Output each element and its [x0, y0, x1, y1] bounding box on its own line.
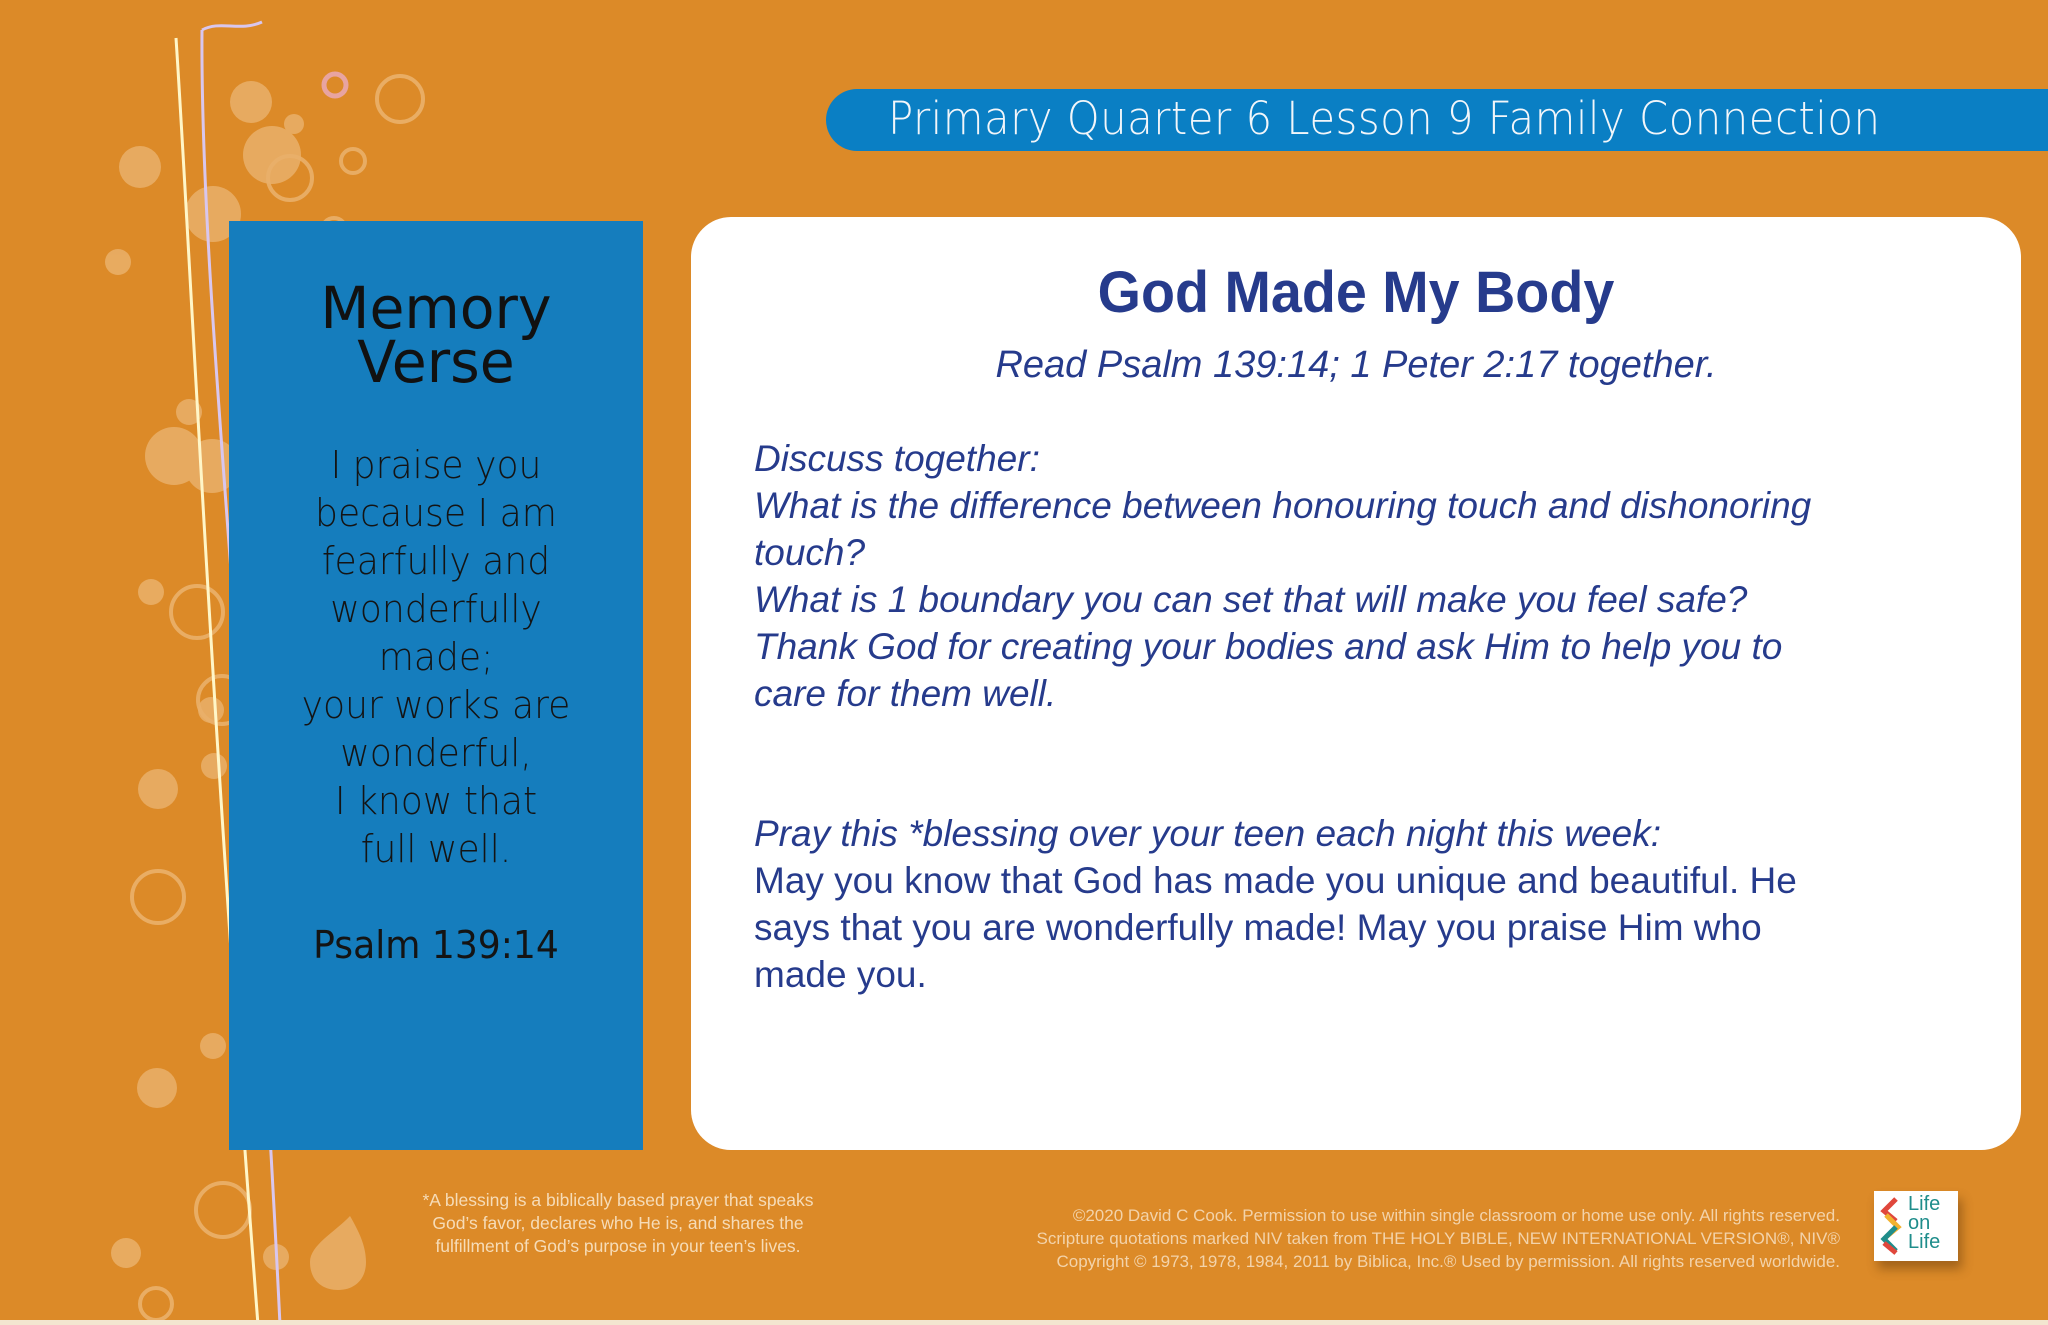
lesson-card: [691, 217, 2021, 1150]
discussion-line: Thank God for creating your bodies and ask Him to help you to: [754, 626, 1783, 667]
logo-wordmark: [1908, 1195, 1954, 1252]
memory-verse-heading: [233, 274, 639, 396]
lesson-reading-instruction: Read Psalm 139:14; 1 Peter 2:17 together.: [995, 344, 1717, 386]
verse-line: fearfully and: [321, 539, 551, 583]
memory-verse-reference: Psalm 139:14: [313, 923, 559, 967]
verse-line: I know that: [334, 779, 538, 823]
copyright-line: ©2020 David C Cook. Permission to use within single classroom or home use only. All rights reserved.: [1072, 1206, 1840, 1225]
copyright-line: Scripture quotations marked NIV taken from THE HOLY BIBLE, NEW INTERNATIONAL VERSION®, NIV®: [1036, 1229, 1840, 1248]
header-banner: [826, 89, 2048, 151]
discussion-line: care for them well.: [754, 673, 1057, 714]
footnote-line: fulfillment of God’s purpose in your teen’s lives.: [435, 1236, 801, 1256]
verse-line: I praise you: [330, 443, 542, 487]
lesson-title: God Made My Body: [1097, 260, 1615, 325]
logo-word: on: [1908, 1212, 1931, 1234]
memory-verse-heading-line: Memory: [320, 274, 552, 342]
blessing-line: says that you are wonderfully made! May you praise Him who: [754, 907, 1762, 948]
blessing-heading: Pray this *blessing over your teen each night this week:: [754, 813, 1661, 854]
discussion-section: [754, 435, 1974, 717]
verse-line: full well.: [360, 827, 512, 871]
memory-verse-heading-line: Verse: [357, 328, 515, 396]
blessing-footnote: [398, 1189, 838, 1258]
verse-line: made;: [378, 635, 494, 679]
discussion-line: What is the difference between honouring touch and dishonoring: [754, 485, 1812, 526]
blessing-line: May you know that God has made you unique and beautiful. He: [754, 860, 1797, 901]
memory-verse-text: [239, 441, 632, 873]
footnote-line: God’s favor, declares who He is, and shares the: [432, 1213, 804, 1233]
footnote-line: *A blessing is a biblically based prayer that speaks: [422, 1190, 814, 1210]
life-on-life-logo: [1874, 1191, 1958, 1261]
discussion-heading: Discuss together:: [754, 438, 1040, 479]
verse-line: wonderful,: [340, 731, 532, 775]
verse-line: because I am: [315, 491, 557, 535]
logo-word: Life: [1908, 1193, 1941, 1215]
discussion-line: touch?: [754, 532, 866, 573]
memory-verse-panel: [229, 221, 643, 1150]
blessing-line: made you.: [754, 954, 927, 995]
braid-icon: [1880, 1197, 1902, 1255]
copyright-notice: [880, 1204, 1840, 1273]
bottom-edge: [0, 1320, 2048, 1325]
logo-word: Life: [1908, 1231, 1941, 1253]
discussion-line: What is 1 boundary you can set that will make you feel safe?: [754, 579, 1748, 620]
verse-line: wonderfully: [330, 587, 542, 631]
lesson-header-title: Primary Quarter 6 Lesson 9 Family Connection: [888, 92, 1881, 145]
copyright-line: Copyright © 1973, 1978, 1984, 2011 by Biblica, Inc.® Used by permission. All rights reserved worldwide.: [1056, 1252, 1840, 1271]
verse-line: your works are: [301, 683, 571, 727]
blessing-section: [754, 810, 1974, 998]
